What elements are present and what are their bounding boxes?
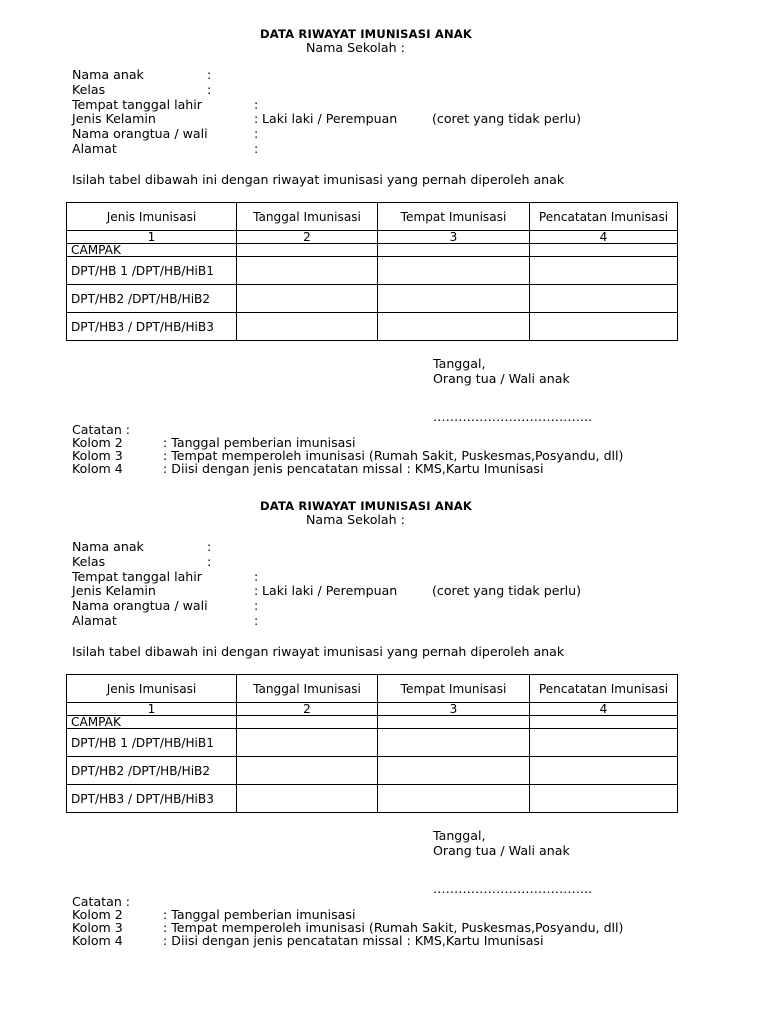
- field-label-class: Kelas: [72, 554, 106, 569]
- empty-cell: [530, 244, 678, 257]
- signature-date-label: Tanggal,: [433, 356, 486, 371]
- note-column: Kolom 4: [72, 461, 123, 476]
- instruction-text: Isilah tabel dibawah ini dengan riwayat imunisasi yang pernah diperoleh anak: [72, 172, 565, 187]
- field-label-child-name: Nama anak: [72, 539, 144, 554]
- immunization-form-2: [0, 472, 768, 948]
- empty-cell: [237, 716, 378, 729]
- vaccine-name: DPT/HB3 / DPT/HB/HiB3: [67, 785, 237, 813]
- table-row: [67, 257, 678, 285]
- gender-note: (coret yang tidak perlu): [432, 583, 582, 598]
- empty-cell: [378, 285, 530, 313]
- empty-cell: [530, 313, 678, 341]
- table-row: [67, 716, 678, 729]
- table-number-row: [67, 703, 678, 716]
- empty-cell: [378, 729, 530, 757]
- col-number: 2: [237, 231, 378, 244]
- immunization-form-1: [0, 0, 768, 476]
- signature-role: Orang tua / Wali anak: [433, 371, 570, 386]
- col-number: 2: [237, 703, 378, 716]
- field-label-child-name: Nama anak: [72, 67, 144, 82]
- col-number: 3: [378, 703, 530, 716]
- signature-date-label: Tanggal,: [433, 828, 486, 843]
- vaccine-name: CAMPAK: [67, 716, 237, 729]
- field-sep: :: [254, 97, 259, 112]
- vaccine-name: DPT/HB2 /DPT/HB/HiB2: [67, 285, 237, 313]
- col-number: 1: [67, 231, 237, 244]
- field-sep: :: [207, 82, 212, 97]
- table-row: [67, 313, 678, 341]
- field-label-parent: Nama orangtua / wali: [72, 126, 208, 141]
- empty-cell: [378, 785, 530, 813]
- note-text: : Tanggal pemberian imunisasi: [163, 907, 356, 922]
- empty-cell: [530, 757, 678, 785]
- gender-note: (coret yang tidak perlu): [432, 111, 582, 126]
- school-name-label: Nama Sekolah :: [306, 512, 405, 527]
- vaccine-name: DPT/HB3 / DPT/HB/HiB3: [67, 313, 237, 341]
- col-number: 3: [378, 231, 530, 244]
- note-column: Kolom 3: [72, 920, 123, 935]
- empty-cell: [530, 729, 678, 757]
- table-row: [67, 244, 678, 257]
- field-label-address: Alamat: [72, 613, 117, 628]
- field-label-gender: Jenis Kelamin: [72, 583, 156, 598]
- table-number-row: [67, 231, 678, 244]
- field-sep: :: [254, 111, 259, 126]
- empty-cell: [378, 313, 530, 341]
- notes-heading: Catatan :: [72, 422, 131, 437]
- empty-cell: [530, 785, 678, 813]
- form-title: DATA RIWAYAT IMUNISASI ANAK: [260, 27, 473, 41]
- table-row: [67, 785, 678, 813]
- note-column: Kolom 2: [72, 435, 123, 450]
- empty-cell: [378, 244, 530, 257]
- empty-cell: [237, 785, 378, 813]
- empty-cell: [237, 244, 378, 257]
- empty-cell: [530, 716, 678, 729]
- note-text: : Tanggal pemberian imunisasi: [163, 435, 356, 450]
- gender-options: Laki laki / Perempuan: [262, 111, 398, 126]
- field-label-class: Kelas: [72, 82, 106, 97]
- vaccine-name: CAMPAK: [67, 244, 237, 257]
- note-column: Kolom 3: [72, 448, 123, 463]
- header-tanggal: Tanggal Imunisasi: [237, 675, 378, 703]
- note-text: : Tempat memperoleh imunisasi (Rumah Sakit, Puskesmas,Posyandu, dll): [163, 920, 624, 935]
- field-sep: :: [254, 569, 259, 584]
- col-number: 1: [67, 703, 237, 716]
- field-label-birth-place-date: Tempat tanggal lahir: [72, 97, 202, 112]
- vaccine-name: DPT/HB 1 /DPT/HB/HiB1: [67, 729, 237, 757]
- header-pencatatan: Pencatatan Imunisasi: [530, 675, 678, 703]
- empty-cell: [378, 257, 530, 285]
- form-title: DATA RIWAYAT IMUNISASI ANAK: [260, 499, 473, 513]
- field-label-address: Alamat: [72, 141, 117, 156]
- notes-heading: Catatan :: [72, 894, 131, 909]
- table-row: [67, 729, 678, 757]
- table-header-row: [67, 675, 678, 703]
- note-column: Kolom 2: [72, 907, 123, 922]
- header-tempat: Tempat Imunisasi: [378, 203, 530, 231]
- field-sep: :: [254, 598, 259, 613]
- note-text: : Diisi dengan jenis pencatatan missal : KMS,Kartu Imunisasi: [163, 933, 544, 948]
- signature-line: ………………………………..: [433, 409, 593, 424]
- empty-cell: [378, 757, 530, 785]
- empty-cell: [237, 757, 378, 785]
- header-pencatatan: Pencatatan Imunisasi: [530, 203, 678, 231]
- col-number: 4: [530, 231, 678, 244]
- signature-line: ………………………………..: [433, 881, 593, 896]
- vaccine-name: DPT/HB2 /DPT/HB/HiB2: [67, 757, 237, 785]
- immunization-table: [66, 202, 678, 341]
- col-number: 4: [530, 703, 678, 716]
- field-label-birth-place-date: Tempat tanggal lahir: [72, 569, 202, 584]
- immunization-table: [66, 674, 678, 813]
- field-sep: :: [207, 67, 212, 82]
- header-jenis: Jenis Imunisasi: [67, 675, 237, 703]
- empty-cell: [378, 716, 530, 729]
- empty-cell: [237, 285, 378, 313]
- note-text: : Tempat memperoleh imunisasi (Rumah Sakit, Puskesmas,Posyandu, dll): [163, 448, 624, 463]
- header-jenis: Jenis Imunisasi: [67, 203, 237, 231]
- field-sep: :: [254, 141, 259, 156]
- school-name-label: Nama Sekolah :: [306, 40, 405, 55]
- note-column: Kolom 4: [72, 933, 123, 948]
- empty-cell: [237, 729, 378, 757]
- empty-cell: [530, 285, 678, 313]
- table-row: [67, 285, 678, 313]
- empty-cell: [530, 257, 678, 285]
- header-tempat: Tempat Imunisasi: [378, 675, 530, 703]
- table-row: [67, 757, 678, 785]
- signature-role: Orang tua / Wali anak: [433, 843, 570, 858]
- empty-cell: [237, 257, 378, 285]
- field-label-gender: Jenis Kelamin: [72, 111, 156, 126]
- table-header-row: [67, 203, 678, 231]
- header-tanggal: Tanggal Imunisasi: [237, 203, 378, 231]
- field-sep: :: [207, 554, 212, 569]
- empty-cell: [237, 313, 378, 341]
- vaccine-name: DPT/HB 1 /DPT/HB/HiB1: [67, 257, 237, 285]
- gender-options: Laki laki / Perempuan: [262, 583, 398, 598]
- instruction-text: Isilah tabel dibawah ini dengan riwayat imunisasi yang pernah diperoleh anak: [72, 644, 565, 659]
- field-sep: :: [207, 539, 212, 554]
- field-sep: :: [254, 126, 259, 141]
- field-label-parent: Nama orangtua / wali: [72, 598, 208, 613]
- note-text: : Diisi dengan jenis pencatatan missal : KMS,Kartu Imunisasi: [163, 461, 544, 476]
- field-sep: :: [254, 583, 259, 598]
- field-sep: :: [254, 613, 259, 628]
